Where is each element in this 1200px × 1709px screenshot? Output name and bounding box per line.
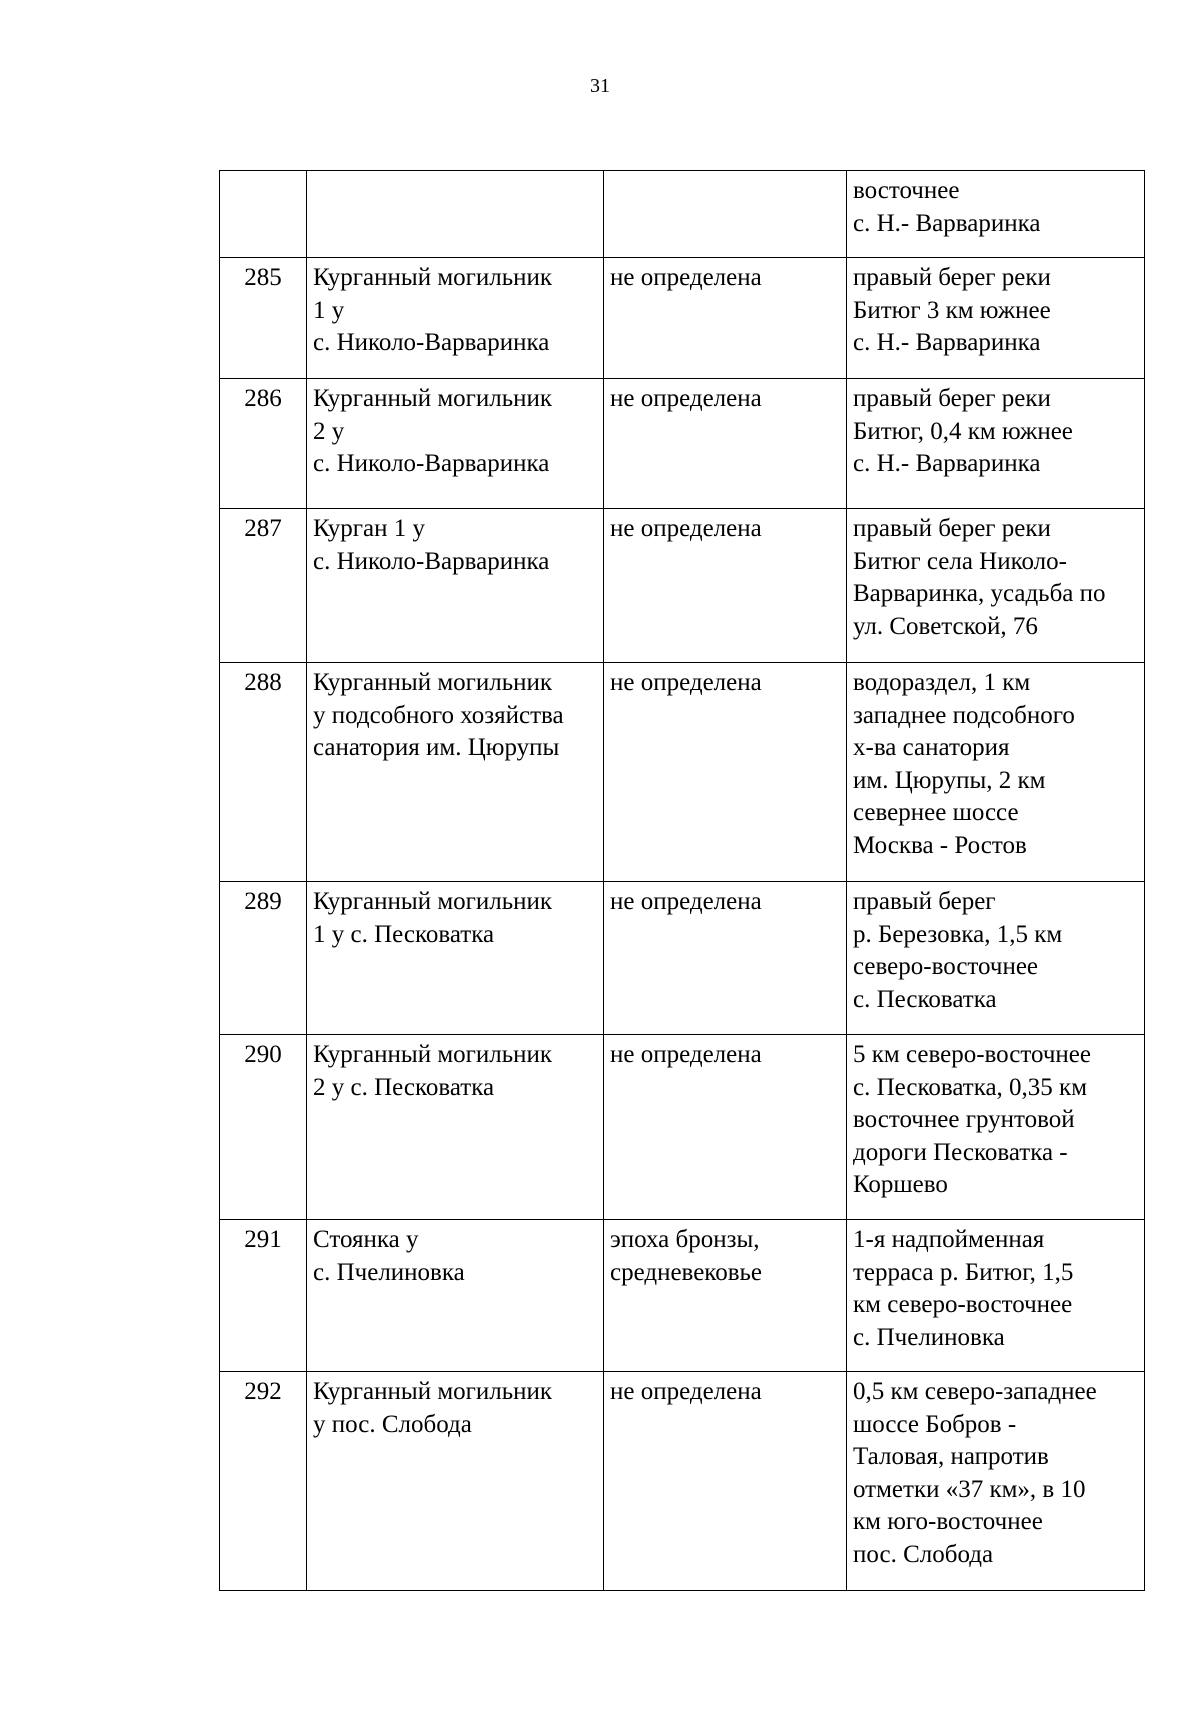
- site-name-cell: Курганный могильник 1 у с. Песковатка: [307, 882, 604, 1035]
- row-number-cell: 285: [220, 258, 307, 379]
- site-name-cell: [307, 171, 604, 258]
- site-name-cell: Курганный могильник 2 у с. Песковатка: [307, 1035, 604, 1220]
- location-cell: водораздел, 1 км западнее подсобного х-ва санатория им. Цюрупы, 2 км севернее шоссе Москва - Ростов: [847, 663, 1145, 882]
- dating-cell: не определена: [604, 882, 847, 1035]
- table-row: [220, 379, 1145, 509]
- dating-cell: не определена: [604, 1372, 847, 1591]
- page-number: 31: [590, 75, 610, 97]
- row-number-cell: 290: [220, 1035, 307, 1220]
- row-number-cell: 287: [220, 509, 307, 663]
- location-cell: правый берег реки Битюг, 0,4 км южнее с. Н.- Варваринка: [847, 379, 1145, 509]
- table-row: [220, 1372, 1145, 1591]
- location-cell: 5 км северо-восточнее с. Песковатка, 0,35 км восточнее грунтовой дороги Песковатка - Коршево: [847, 1035, 1145, 1220]
- site-name-cell: Стоянка у с. Пчелиновка: [307, 1220, 604, 1372]
- table-row: [220, 1220, 1145, 1372]
- row-number-cell: 289: [220, 882, 307, 1035]
- location-cell: восточнее с. Н.- Варваринка: [847, 171, 1145, 258]
- site-name-cell: Курган 1 у с. Николо-Варваринка: [307, 509, 604, 663]
- dating-cell: не определена: [604, 258, 847, 379]
- row-number-cell: 288: [220, 663, 307, 882]
- table-row: [220, 882, 1145, 1035]
- dating-cell: не определена: [604, 509, 847, 663]
- row-number-cell: 291: [220, 1220, 307, 1372]
- table-row: [220, 663, 1145, 882]
- dating-cell: не определена: [604, 1035, 847, 1220]
- table-row: [220, 509, 1145, 663]
- table-row: [220, 171, 1145, 258]
- dating-cell: не определена: [604, 379, 847, 509]
- dating-cell: эпоха бронзы, средневековье: [604, 1220, 847, 1372]
- row-number-cell: [220, 171, 307, 258]
- row-number-cell: 286: [220, 379, 307, 509]
- heritage-sites-table: [219, 170, 1145, 1591]
- location-cell: правый берег реки Битюг села Николо- Варваринка, усадьба по ул. Советской, 76: [847, 509, 1145, 663]
- location-cell: правый берег реки Битюг 3 км южнее с. Н.- Варваринка: [847, 258, 1145, 379]
- site-name-cell: Курганный могильник у пос. Слобода: [307, 1372, 604, 1591]
- site-name-cell: Курганный могильник 1 у с. Николо-Варваринка: [307, 258, 604, 379]
- table-row: [220, 1035, 1145, 1220]
- row-number-cell: 292: [220, 1372, 307, 1591]
- location-cell: 0,5 км северо-западнее шоссе Бобров - Таловая, напротив отметки «37 км», в 10 км юго-восточнее пос. Слобода: [847, 1372, 1145, 1591]
- table-row: [220, 258, 1145, 379]
- location-cell: 1-я надпойменная терраса р. Битюг, 1,5 км северо-восточнее с. Пчелиновка: [847, 1220, 1145, 1372]
- location-cell: правый берег р. Березовка, 1,5 км северо-восточнее с. Песковатка: [847, 882, 1145, 1035]
- site-name-cell: Курганный могильник у подсобного хозяйства санатория им. Цюрупы: [307, 663, 604, 882]
- dating-cell: [604, 171, 847, 258]
- dating-cell: не определена: [604, 663, 847, 882]
- site-name-cell: Курганный могильник 2 у с. Николо-Варваринка: [307, 379, 604, 509]
